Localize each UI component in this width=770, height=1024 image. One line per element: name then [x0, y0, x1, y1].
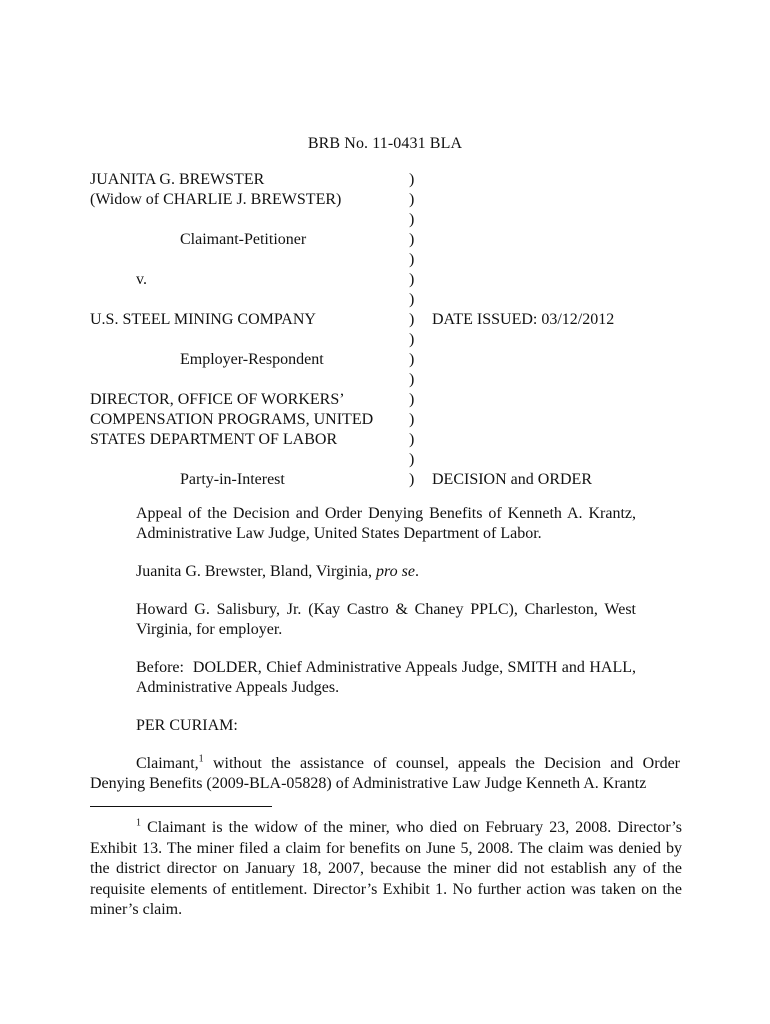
caption-paren: ): [409, 431, 415, 448]
footnote-ref[interactable]: 1: [198, 753, 204, 765]
caption-row: [0, 310, 770, 330]
caption-paren: ): [409, 391, 415, 408]
caption-paren: ): [409, 451, 415, 468]
employer-name: U.S. STEEL MINING COMPANY: [90, 311, 316, 328]
body-start: Claimant,: [136, 755, 199, 772]
caption-paren: ): [409, 231, 415, 248]
caption-row: [0, 450, 770, 470]
caption-row: [0, 470, 770, 490]
date-issued: DATE ISSUED: 03/12/2012: [432, 311, 615, 328]
caption-row: [0, 350, 770, 370]
claimant-relation: (Widow of CHARLIE J. BREWSTER): [90, 191, 342, 208]
caption-row: [0, 170, 770, 190]
pro-se: pro se: [376, 563, 415, 580]
caption-paren: ): [409, 471, 415, 488]
director-line: COMPENSATION PROGRAMS, UNITED: [90, 411, 374, 428]
caption-row: [0, 410, 770, 430]
footnote: [90, 818, 682, 921]
director-line: DIRECTOR, OFFICE OF WORKERS’: [90, 391, 345, 408]
caption-paren: ): [409, 311, 415, 328]
caption-row: [0, 330, 770, 350]
caption-paren: ): [409, 271, 415, 288]
versus: v.: [136, 271, 147, 288]
caption-row: [0, 190, 770, 210]
caption-paren: ): [409, 371, 415, 388]
caption-paren: ): [409, 291, 415, 308]
footnote-divider: [90, 806, 272, 807]
caption-paren: ): [409, 411, 415, 428]
caption-row: [0, 210, 770, 230]
docket-number: BRB No. 11-0431 BLA: [307, 135, 463, 152]
caption-row: [0, 290, 770, 310]
employer-role: Employer-Respondent: [180, 351, 324, 368]
caption-row: [0, 430, 770, 450]
body-paragraph: [90, 754, 680, 794]
caption-paren: ): [409, 171, 415, 188]
claimant-counsel-text: Juanita G. Brewster, Bland, Virginia,: [136, 563, 376, 580]
caption-row: [0, 250, 770, 270]
claimant-counsel: [136, 562, 636, 582]
caption-row: [0, 390, 770, 410]
appeal-paragraph: Appeal of the Decision and Order Denying Benefits of Kenneth A. Krantz, Administrative Law Judge, United States Department of Labor.: [136, 505, 636, 542]
caption-paren: ): [409, 191, 415, 208]
caption-paren: ): [409, 331, 415, 348]
caption-paren: ): [409, 351, 415, 368]
caption-paren: ): [409, 251, 415, 268]
footnote-marker: 1: [136, 817, 141, 829]
decision-title: DECISION and ORDER: [432, 471, 592, 488]
per-curiam: PER CURIAM:: [136, 717, 238, 734]
director-role: Party-in-Interest: [180, 471, 285, 488]
footnote-text: Claimant is the widow of the miner, who died on February 23, 2008. Director’s Exhibit 13. The miner filed a claim for benefits on June 5, 2008. The claim was denied by the district director on January 18, 2007, because the miner did not establish any of the requisite elements of entitlement. Director’s Exhibit 1. No further action was taken on the miner’s claim.: [90, 819, 682, 919]
body-rest: without the assistance of counsel, appeals the Decision and Order Denying Benefits (2009-BLA-05828) of Administrative Law Judge Kenneth A. Krantz: [90, 755, 680, 792]
caption-paren: ): [409, 211, 415, 228]
caption-row: [0, 270, 770, 290]
claimant-role: Claimant-Petitioner: [180, 231, 307, 248]
caption-row: [0, 370, 770, 390]
claimant-name: JUANITA G. BREWSTER: [90, 171, 265, 188]
panel-before: Before: DOLDER, Chief Administrative Appeals Judge, SMITH and HALL, Administrative Appeals Judges.: [136, 659, 640, 696]
employer-counsel: Howard G. Salisbury, Jr. (Kay Castro & Chaney PPLC), Charleston, West Virginia, for employer.: [136, 601, 636, 638]
caption-row: [0, 230, 770, 250]
claimant-counsel-end: .: [414, 563, 419, 580]
director-line: STATES DEPARTMENT OF LABOR: [90, 431, 338, 448]
